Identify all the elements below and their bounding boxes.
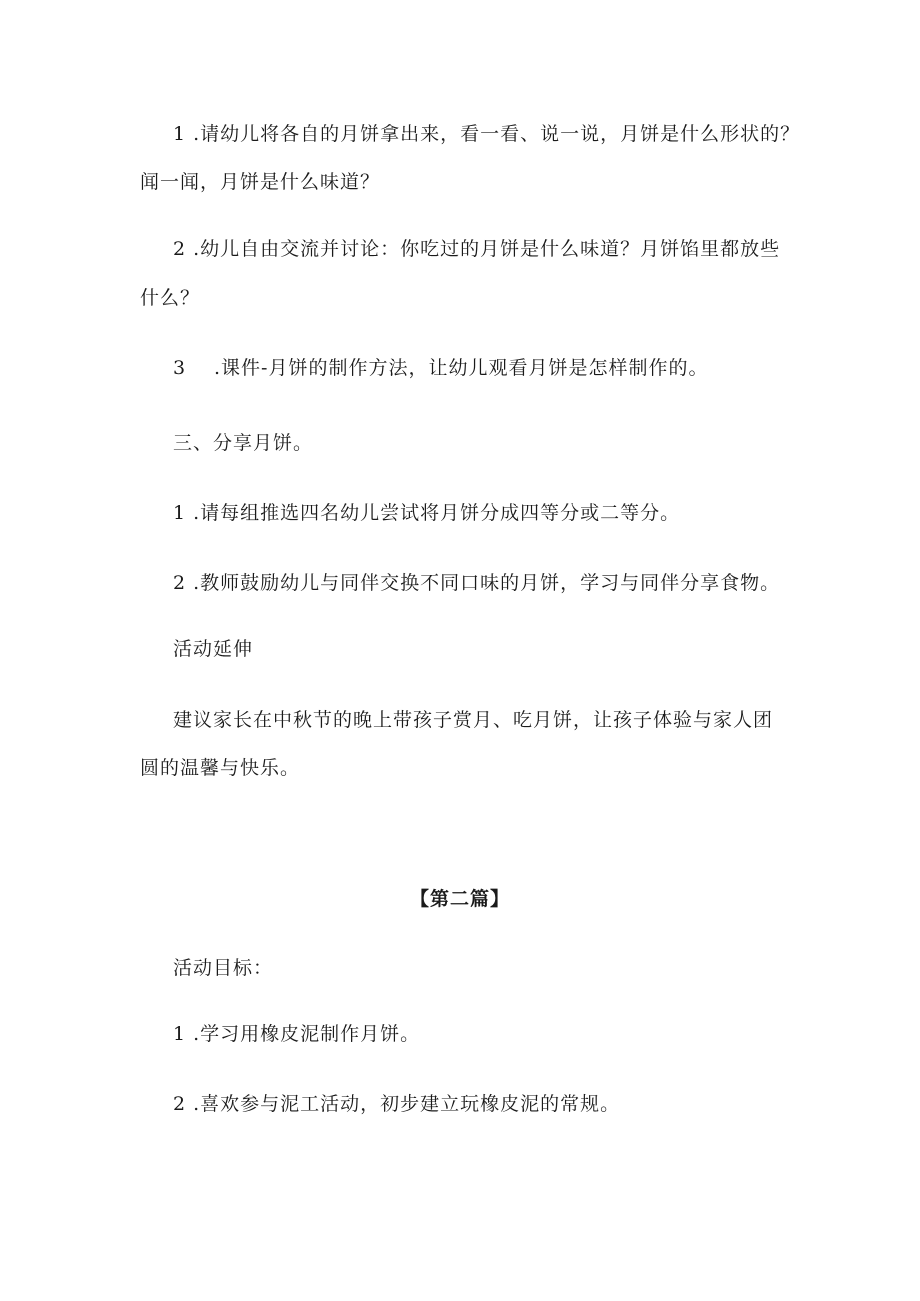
extension-line1: 建议家长在中秋节的晚上带孩子赏月、吃月饼，让孩子体验与家人团 [173,709,774,731]
section1-item1-line1: 1 .请幼儿将各自的月饼拿出来，看一看、说一说，月饼是什么形状的？ [173,123,801,145]
section1-item2-line2: 什么？ [140,287,201,309]
part2-goals-heading: 活动目标： [173,957,274,979]
section3-item1: 1 .请每组推选四名幼儿尝试将月饼分成四等分或二等分。 [173,502,681,524]
section3-item2: 2 .教师鼓励幼儿与同伴交换不同口味的月饼，学习与同伴分享食物。 [173,572,781,594]
part2-title: 【第二篇】 [409,888,510,910]
extension-heading: 活动延伸 [173,638,254,660]
part2-goal2: 2 .喜欢参与泥工活动，初步建立玩橡皮泥的常规。 [173,1093,621,1115]
section1-item3-number: 3 [173,357,187,379]
section1-item1-line2: 闻一闻，月饼是什么味道？ [140,171,381,193]
section1-item3-text: .课件-月饼的制作方法，让幼儿观看月饼是怎样制作的。 [214,357,709,379]
section3-heading: 三、分享月饼。 [173,432,314,454]
section1-item2-line1: 2 .幼儿自由交流并讨论：你吃过的月饼是什么味道？月饼馅里都放些 [173,238,781,260]
part2-goal1: 1 .学习用橡皮泥制作月饼。 [173,1023,421,1045]
extension-line2: 圆的温馨与快乐。 [140,757,301,779]
section1-item3 [173,356,708,380]
